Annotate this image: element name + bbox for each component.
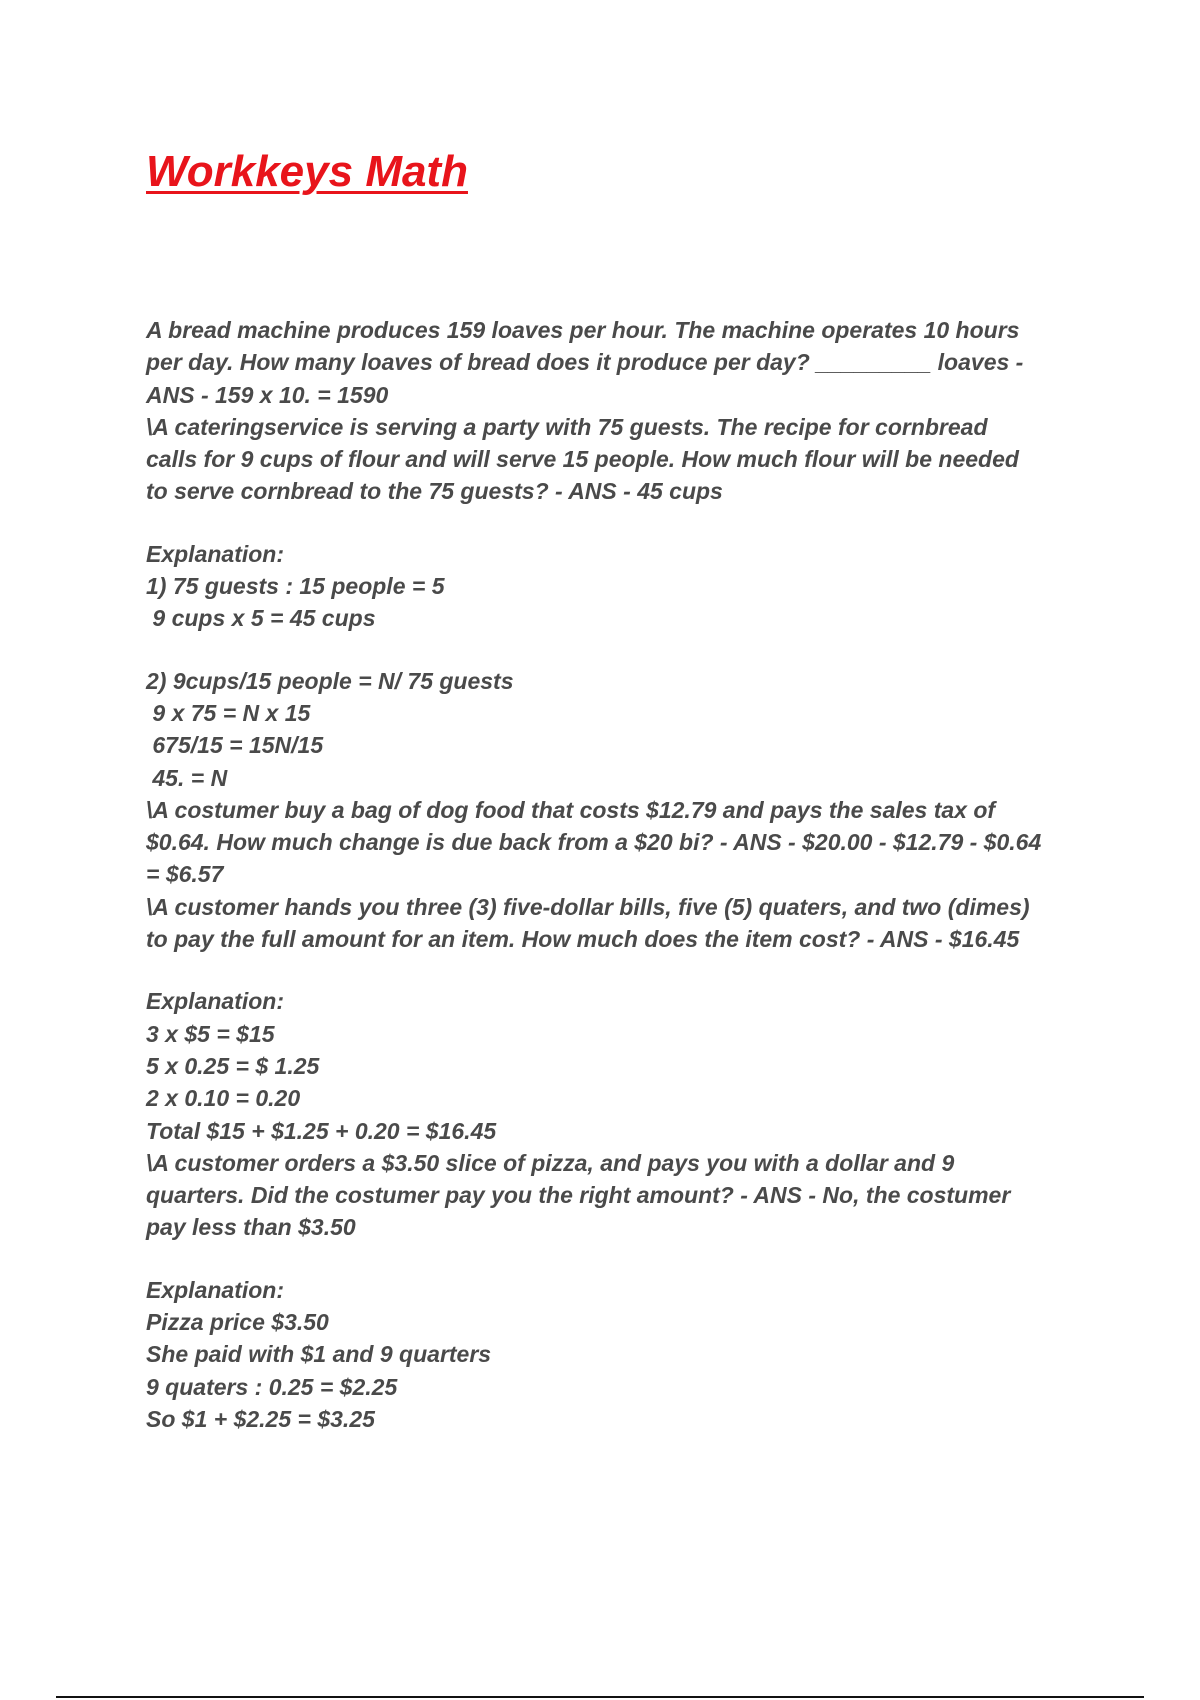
- text-line: Explanation:: [146, 988, 285, 1015]
- text-line: So $1 + $2.25 = $3.25: [146, 1405, 375, 1432]
- text-line: pay less than $3.50: [146, 1214, 356, 1241]
- text-line: 9 cups x 5 = 45 cups: [146, 605, 376, 632]
- paragraph-gap: [146, 955, 1096, 985]
- text-line: She paid with $1 and 9 quarters: [146, 1341, 492, 1368]
- page-title: Workkeys Math: [146, 147, 468, 196]
- text-line: = $6.57: [146, 861, 224, 888]
- text-line: to pay the full amount for an item. How much does the item cost? - ANS - $16.45: [146, 926, 1020, 953]
- text-line: 2 x 0.10 = 0.20: [146, 1085, 301, 1112]
- text-line: 675/15 = 15N/15: [146, 732, 324, 759]
- text-line: \A cateringservice is serving a party with 75 guests. The recipe for cornbread: [146, 413, 988, 440]
- text-line: quarters. Did the costumer pay you the right amount? - ANS - No, the costumer: [146, 1182, 1011, 1209]
- text-line: 2) 9cups/15 people = N/ 75 guests: [146, 667, 514, 694]
- text-line: Total $15 + $1.25 + 0.20 = $16.45: [146, 1117, 497, 1144]
- page-bottom-rule: [56, 1696, 1144, 1698]
- document-body: [146, 314, 1096, 1435]
- text-line: $0.64. How much change is due back from a $20 bi? - ANS - $20.00 - $12.79 - $0.64: [146, 829, 1042, 856]
- text-line: A bread machine produces 159 loaves per hour. The machine operates 10 hours: [146, 317, 1020, 343]
- text-line: 1) 75 guests : 15 people = 5: [146, 573, 445, 600]
- text-line: \A customer hands you three (3) five-dollar bills, five (5) quaters, and two (dimes): [146, 893, 1030, 920]
- text-line: 45. = N: [146, 764, 228, 791]
- paragraph-gap: [146, 635, 1096, 665]
- text-line: Pizza price $3.50: [146, 1309, 329, 1336]
- text-line: calls for 9 cups of flour and will serve 15 people. How much flour will be needed: [146, 446, 1019, 473]
- text-line: to serve cornbread to the 75 guests? - ANS - 45 cups: [146, 478, 723, 505]
- text-line: \A customer orders a $3.50 slice of pizza, and pays you with a dollar and 9: [146, 1149, 955, 1176]
- text-line: 5 x 0.25 = $ 1.25: [146, 1052, 320, 1079]
- paragraph-gap: [146, 1244, 1096, 1274]
- text-line: \A costumer buy a bag of dog food that costs $12.79 and pays the sales tax of: [146, 796, 996, 823]
- text-line: per day. How many loaves of bread does it produce per day? _________ loaves -: [146, 349, 1024, 376]
- text-line: 9 quaters : 0.25 = $2.25: [146, 1373, 398, 1400]
- text-line: 3 x $5 = $15: [146, 1020, 275, 1047]
- text-line: Explanation:: [146, 1276, 285, 1303]
- text-line: 9 x 75 = N x 15: [146, 699, 311, 726]
- text-line: ANS - 159 x 10. = 1590: [146, 381, 389, 408]
- paragraph-gap: [146, 508, 1096, 538]
- text-line: Explanation:: [146, 540, 285, 567]
